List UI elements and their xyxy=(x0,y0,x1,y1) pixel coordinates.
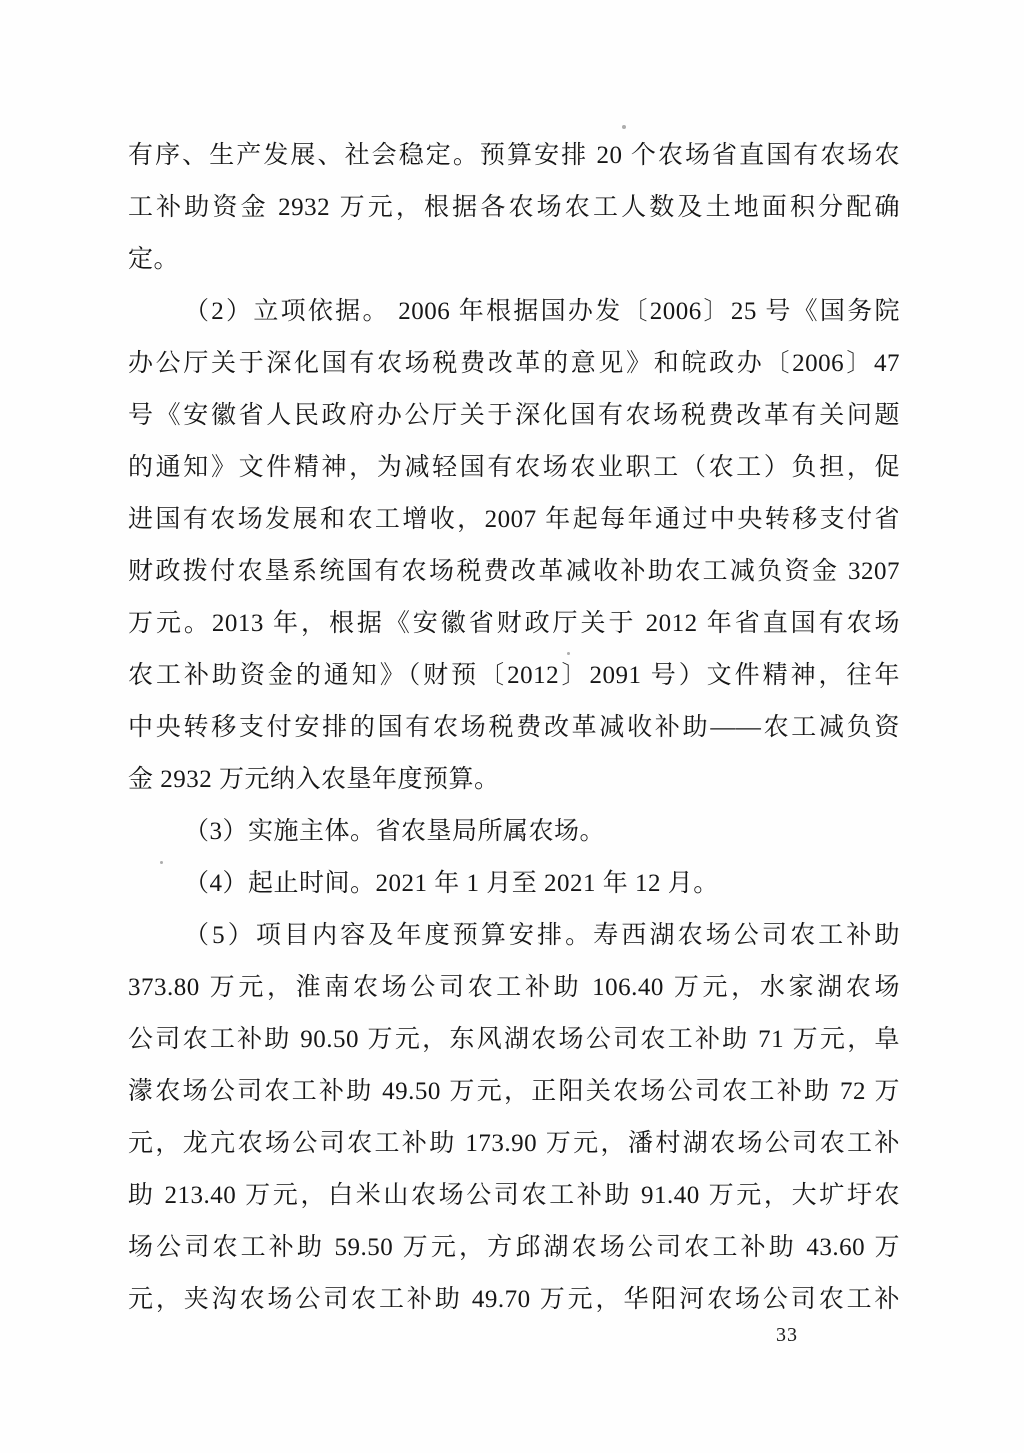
scan-speck xyxy=(567,652,570,655)
text-line: 财政拨付农垦系统国有农场税费改革减收补助农工减负资金 3207 xyxy=(128,558,900,585)
text-line: 的通知》文件精神，为减轻国有农场农业职工（农工）负担，促 xyxy=(128,454,900,481)
text-line: 中央转移支付安排的国有农场税费改革减收补助——农工减负资 xyxy=(128,714,900,741)
page-number: 33 xyxy=(776,1324,798,1346)
scan-speck xyxy=(622,125,626,129)
text-line: （5）项目内容及年度预算安排。寿西湖农场公司农工补助 xyxy=(184,922,900,949)
text-line: 元，夹沟农场公司农工补助 49.70 万元，华阳河农场公司农工补 xyxy=(128,1286,900,1313)
text-line: 定。 xyxy=(128,246,180,273)
text-line: 有序、生产发展、社会稳定。预算安排 20 个农场省直国有农场农 xyxy=(128,142,900,169)
text-line: （2）立项依据。 2006 年根据国办发〔2006〕25 号《国务院 xyxy=(184,298,900,325)
text-line: 元，龙亢农场公司农工补助 173.90 万元，潘村湖农场公司农工补 xyxy=(128,1130,900,1157)
text-line: 工补助资金 2932 万元，根据各农场农工人数及土地面积分配确 xyxy=(128,194,900,221)
text-block xyxy=(128,130,900,1326)
text-line: （3）实施主体。省农垦局所属农场。 xyxy=(184,818,606,845)
text-line: 金 2932 万元纳入农垦年度预算。 xyxy=(128,766,500,793)
text-line: （4）起止时间。2021 年 1 月至 2021 年 12 月。 xyxy=(184,870,719,897)
text-line: 进国有农场发展和农工增收，2007 年起每年通过中央转移支付省 xyxy=(128,506,900,533)
text-line: 助 213.40 万元，白米山农场公司农工补助 91.40 万元，大圹圩农 xyxy=(128,1182,900,1209)
text-line: 号《安徽省人民政府办公厅关于深化国有农场税费改革有关问题 xyxy=(128,402,900,429)
text-line: 濛农场公司农工补助 49.50 万元，正阳关农场公司农工补助 72 万 xyxy=(128,1078,900,1105)
text-line: 公司农工补助 90.50 万元，东风湖农场公司农工补助 71 万元，阜 xyxy=(128,1026,900,1053)
text-line: 办公厅关于深化国有农场税费改革的意见》和皖政办〔2006〕47 xyxy=(128,350,900,377)
text-line: 373.80 万元，淮南农场公司农工补助 106.40 万元，水家湖农场 xyxy=(128,974,900,1001)
text-line: 场公司农工补助 59.50 万元，方邱湖农场公司农工补助 43.60 万 xyxy=(128,1234,900,1261)
scan-speck xyxy=(160,861,163,864)
text-line: 农工补助资金的通知》（财预〔2012〕2091 号）文件精神，往年 xyxy=(128,662,900,689)
text-line: 万元。2013 年，根据《安徽省财政厅关于 2012 年省直国有农场 xyxy=(128,610,900,637)
